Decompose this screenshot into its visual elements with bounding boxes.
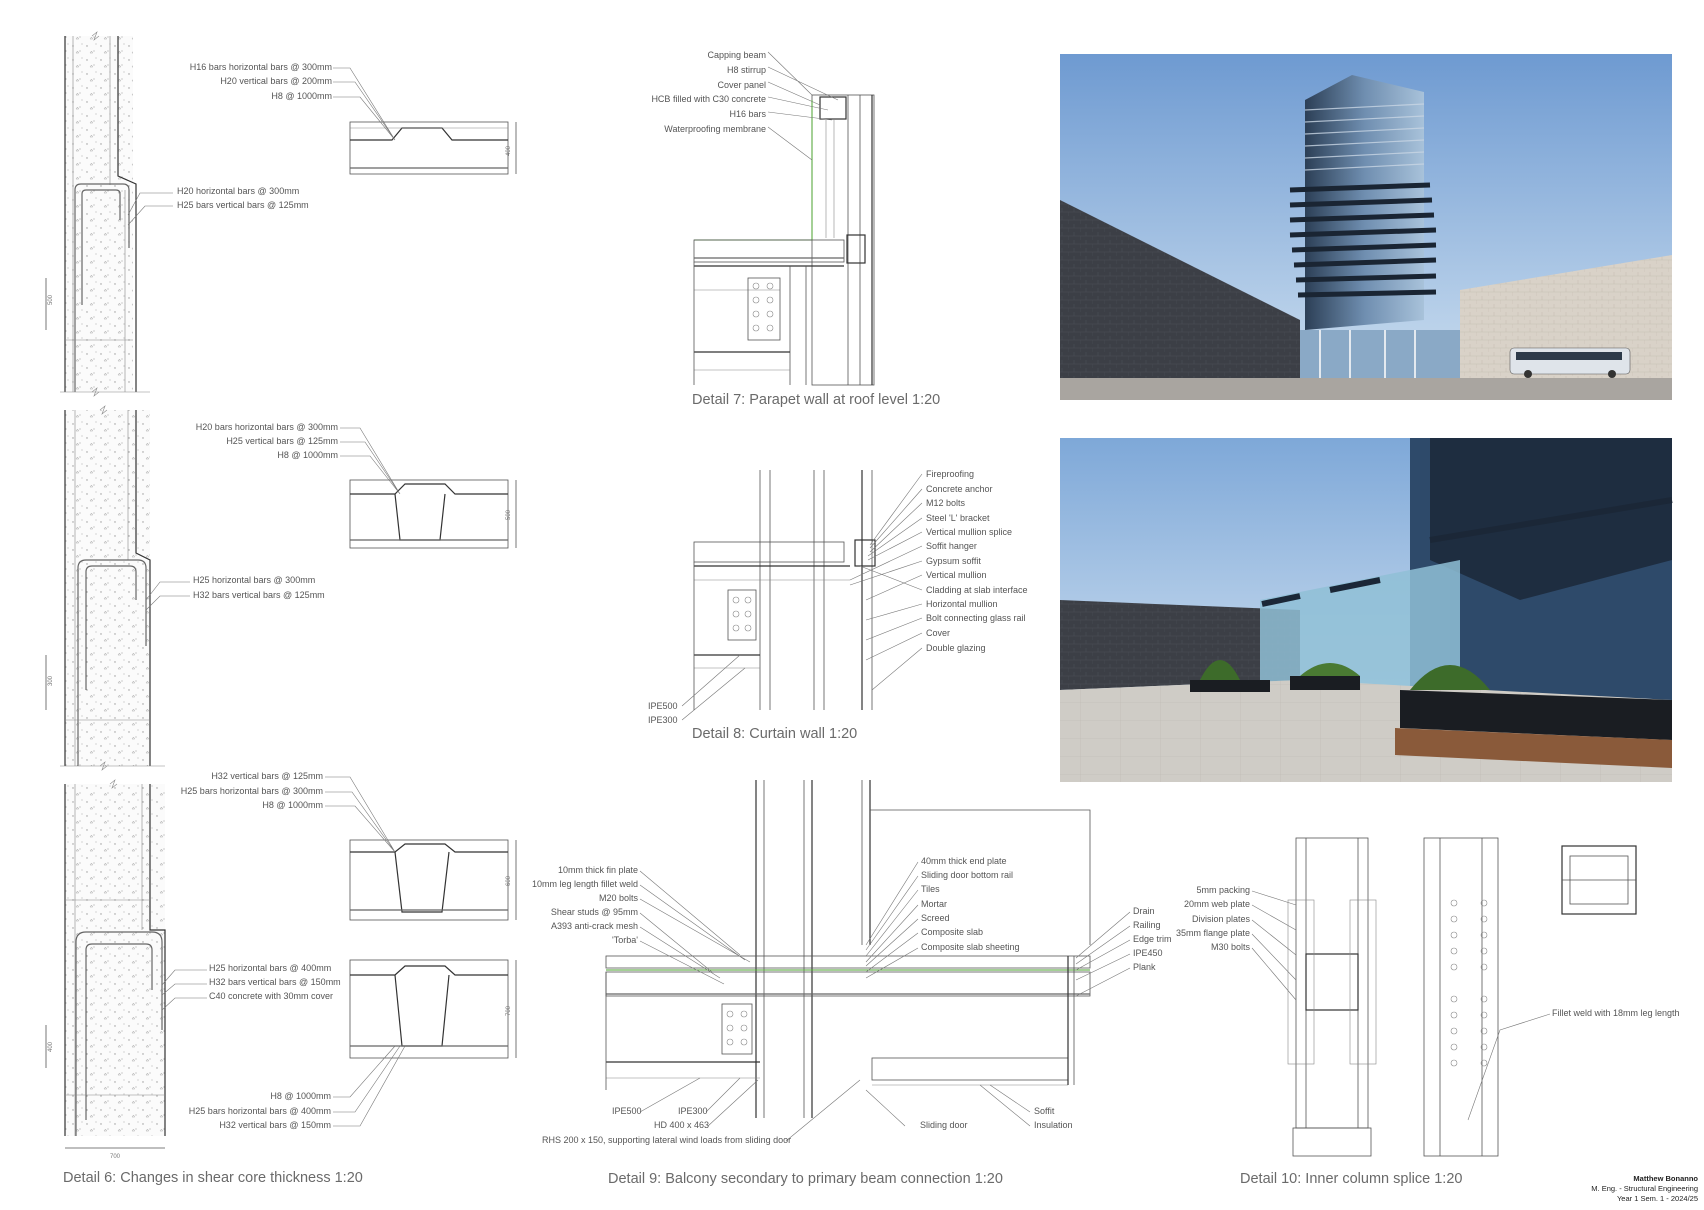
label: Composite slab xyxy=(921,927,984,937)
detail-6-shear-core xyxy=(46,32,516,1186)
label: Screed xyxy=(921,913,950,923)
detail-9-caption: Detail 9: Balcony secondary to primary beam connection 1:20 xyxy=(608,1171,1003,1187)
label: H25 bars horizontal bars @ 300mm xyxy=(180,786,323,796)
label: Vertical mullion xyxy=(926,570,987,580)
label: H25 bars vertical bars @ 125mm xyxy=(177,200,309,210)
label: M30 bolts xyxy=(1210,942,1250,952)
wall-segment-2 xyxy=(46,406,165,770)
detail-10-column-splice xyxy=(1176,838,1680,1187)
label: C40 concrete with 30mm cover xyxy=(209,991,334,1001)
label: Sliding door xyxy=(920,1120,968,1130)
label: H8 @ 1000mm xyxy=(270,1091,331,1101)
detail-8-curtain-wall xyxy=(648,469,1028,742)
label: Soffit hanger xyxy=(926,541,977,551)
label: Soffit xyxy=(1034,1106,1055,1116)
dim-label: 600 xyxy=(506,875,512,886)
label: H16 bars horizontal bars @ 300mm xyxy=(189,62,332,72)
label: IPE500 xyxy=(648,701,678,711)
detail-7-caption: Detail 7: Parapet wall at roof level 1:20 xyxy=(692,392,941,408)
label: H16 bars xyxy=(729,109,766,119)
author-name: Matthew Bonanno xyxy=(1633,1174,1698,1183)
label: H32 vertical bars @ 125mm xyxy=(211,771,323,781)
label: M20 bolts xyxy=(598,893,638,903)
label: Gypsum soffit xyxy=(926,556,981,566)
label: Concrete anchor xyxy=(926,484,993,494)
label: RHS 200 x 150, supporting lateral wind loads from sliding door xyxy=(542,1135,792,1145)
label: H20 vertical bars @ 200mm xyxy=(220,76,332,86)
label: H25 vertical bars @ 125mm xyxy=(226,436,338,446)
slab-section-3 xyxy=(350,840,516,920)
label: Cover xyxy=(926,628,951,638)
label: IPE500 xyxy=(612,1106,642,1116)
label: 40mm thick end plate xyxy=(921,856,1007,866)
dim-label: 400 xyxy=(506,145,512,156)
label: A393 anti-crack mesh xyxy=(550,921,638,931)
label: H8 @ 1000mm xyxy=(262,800,323,810)
label: Sliding door bottom rail xyxy=(921,870,1014,880)
term-label: Year 1 Sem. 1 - 2024/25 xyxy=(1616,1194,1698,1203)
label: H32 vertical bars @ 150mm xyxy=(219,1120,331,1130)
label: Capping beam xyxy=(707,50,766,60)
label: HCB filled with C30 concrete xyxy=(651,94,766,104)
label: H32 bars vertical bars @ 125mm xyxy=(193,590,325,600)
label: H8 @ 1000mm xyxy=(271,91,332,101)
label: 10mm thick fin plate xyxy=(557,865,638,875)
label: Railing xyxy=(1133,920,1161,930)
label: Cladding at slab interface xyxy=(926,585,1028,595)
render-tower-exterior xyxy=(1060,54,1672,400)
dim-label: 300 xyxy=(48,675,54,686)
label: IPE450 xyxy=(1133,948,1163,958)
label: Bolt connecting glass rail xyxy=(926,613,1026,623)
label: Edge trim xyxy=(1133,934,1172,944)
label: H20 horizontal bars @ 300mm xyxy=(177,186,300,196)
wall-segment-3 xyxy=(46,780,165,1160)
label: Composite slab sheeting xyxy=(921,942,1020,952)
label: IPE300 xyxy=(678,1106,708,1116)
title-block xyxy=(1591,1174,1698,1203)
label: H25 bars horizontal bars @ 400mm xyxy=(188,1106,331,1116)
label: Division plates xyxy=(1191,914,1250,924)
label: H20 bars horizontal bars @ 300mm xyxy=(195,422,338,432)
label: Vertical mullion splice xyxy=(926,527,1013,537)
dim-label: 400 xyxy=(48,1041,54,1052)
slab-section-2 xyxy=(350,480,516,548)
label: H8 stirrup xyxy=(726,65,766,75)
label: Fireproofing xyxy=(926,469,975,479)
label: H32 bars vertical bars @ 150mm xyxy=(209,977,341,987)
detail-8-caption: Detail 8: Curtain wall 1:20 xyxy=(692,726,858,742)
label: Mortar xyxy=(921,899,948,909)
label: Horizontal mullion xyxy=(926,599,998,609)
label: 10mm leg length fillet weld xyxy=(531,879,638,889)
label: M12 bolts xyxy=(926,498,966,508)
label: Steel 'L' bracket xyxy=(926,513,990,523)
label: 'Torba' xyxy=(612,935,638,945)
dim-label: 700 xyxy=(506,1005,512,1016)
course-label: M. Eng. - Structural Engineering xyxy=(1591,1184,1698,1193)
label: H25 horizontal bars @ 400mm xyxy=(209,963,332,973)
detail-9-balcony xyxy=(532,780,1172,1187)
render-balcony-terrace xyxy=(1060,438,1672,782)
label: Tiles xyxy=(921,884,940,894)
slab-section-4 xyxy=(350,960,516,1058)
detail-7-parapet xyxy=(651,50,940,408)
label: HD 400 x 463 xyxy=(654,1120,710,1130)
label: Fillet weld with 18mm leg length xyxy=(1552,1008,1680,1018)
label: Cover panel xyxy=(717,80,766,90)
bus xyxy=(1510,348,1630,378)
label: Plank xyxy=(1133,962,1156,972)
label: Waterproofing membrane xyxy=(664,124,766,134)
detail-10-caption: Detail 10: Inner column splice 1:20 xyxy=(1240,1171,1463,1187)
slab-section-1 xyxy=(350,122,516,174)
label: 5mm packing xyxy=(1196,885,1250,895)
label: Insulation xyxy=(1034,1120,1073,1130)
detail-6-caption: Detail 6: Changes in shear core thickness 1:20 xyxy=(63,1170,363,1186)
label: 20mm web plate xyxy=(1183,899,1250,909)
label: Double glazing xyxy=(926,643,986,653)
dim-label: 500 xyxy=(48,294,54,305)
label: 35mm flange plate xyxy=(1175,928,1250,938)
label: IPE300 xyxy=(648,715,678,725)
splice-bolts-left xyxy=(1288,900,1376,1064)
dim-label: 500 xyxy=(506,509,512,520)
wall-segment-1 xyxy=(46,32,150,396)
dim-label: 700 xyxy=(110,1154,121,1160)
label: H8 @ 1000mm xyxy=(277,450,338,460)
label: Shear studs @ 95mm xyxy=(550,907,638,917)
label: Drain xyxy=(1133,906,1155,916)
label: H25 horizontal bars @ 300mm xyxy=(193,575,316,585)
